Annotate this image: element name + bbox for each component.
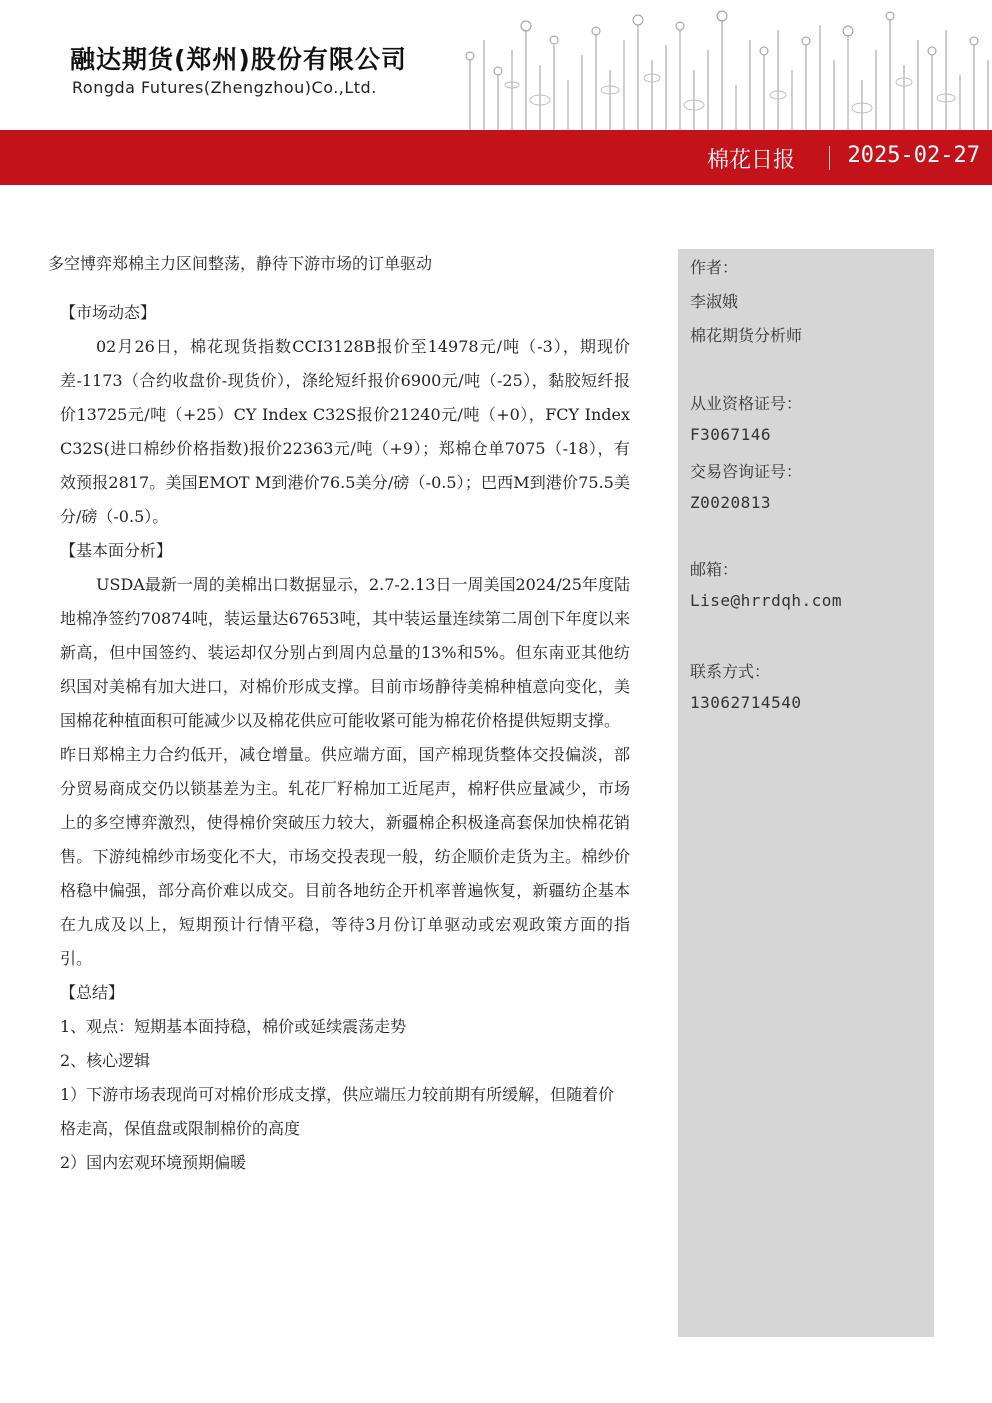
report-title: 棉花日报 [706, 148, 795, 173]
fundamental-paragraph: USDA最新一周的美棉出口数据显示，2.7-2.13日一周美国2024/25年度陆地棉净签约70874吨，装运量达67653吨，其中装运量连续第二周创下年度以来新高，但中国签约、装运却仅分别占到周内总量的13%和5%。但东南亚其他纺织国对美棉有加大进口，对棉价形成支撑。目前市场静待美棉种植意向变化，美国棉花种植面积可能减少以及棉花供应可能收紧可能为棉花价格提供短期支撑。 [60, 575, 630, 730]
author-sidebar [678, 249, 934, 1337]
cert-label: 从业资格证号： [690, 394, 803, 413]
company-name-cn: 融达期货(郑州)股份有限公司 [70, 45, 407, 74]
yesterday-paragraph: 昨日郑棉主力合约低开，减仓增量。供应端方面，国产棉现货整体交投偏淡，部分贸易商成交仍以锁基差为主。轧花厂籽棉加工近尾声，棉籽供应量减少，市场上的多空博弈激烈，使得棉价突破压力较大，新疆棉企积极逢高套保加快棉花销售。下游纯棉纱市场变化不大，市场交投表现一般，纺企顺价走货为主。棉纱价格稳中偏强，部分高价难以成交。目前各地纺企开机率普遍恢复，新疆纺企基本在九成及以上，短期预计行情平稳，等待3月份订单驱动或宏观政策方面的指引。 [60, 745, 630, 968]
author-label: 作者： [690, 258, 739, 277]
article-headline: 多空博弈郑棉主力区间整荡，静待下游市场的订单驱动 [48, 254, 433, 273]
author-title: 棉花期货分析师 [690, 326, 803, 345]
title-separator [829, 146, 830, 170]
email-label: 邮箱： [690, 560, 739, 579]
summary-logic-point-1: 1）下游市场表现尚可对棉价形成支撑，供应端压力较前期有所缓解，但随着价格走高，保值盘或限制棉价的高度 [60, 1085, 615, 1138]
phone-number: 13062714540 [690, 693, 802, 712]
section-summary-heading: 【总结】 [60, 983, 125, 1002]
summary-logic-point-2: 2）国内宏观环境预期偏暖 [60, 1153, 247, 1172]
article-headline-area [48, 250, 638, 296]
title-band [0, 130, 992, 185]
contact-label: 联系方式： [690, 662, 771, 681]
page-header [0, 0, 992, 130]
report-date: 2025-02-27 [847, 143, 980, 168]
consult-label: 交易咨询证号： [690, 462, 803, 481]
cert-number: F3067146 [690, 425, 772, 444]
article-body [60, 296, 630, 1180]
email-link[interactable]: Lise@hrrdqh.com [690, 591, 842, 610]
market-paragraph: 02月26日，棉花现货指数CCI3128B报价至14978元/吨（-3），期现价差-1173（合约收盘价-现货价），涤纶短纤报价6900元/吨（-25），黏胶短纤报价13725元/吨（+25）CY Index C32S报价21240元/吨（+0），FCY Index C32S(进口棉纱价格指数)报价22363元/吨（+9）；郑棉仓单7075（-18），有效预报2817。美国EMOT M到港价76.5美分/磅（-0.5）；巴西M到港价75.5美分/磅（-0.5）。 [60, 337, 630, 526]
summary-item-logic: 2、核心逻辑 [60, 1051, 151, 1070]
consult-number: Z0020813 [690, 493, 772, 512]
section-market-heading: 【市场动态】 [60, 303, 157, 322]
section-fundamental-heading: 【基本面分析】 [60, 541, 173, 560]
summary-item-view: 1、观点：短期基本面持稳，棉价或延续震荡走势 [60, 1017, 407, 1036]
author-name: 李淑娥 [690, 292, 739, 311]
company-name-en: Rongda Futures(Zhengzhou)Co.,Ltd. [72, 78, 377, 97]
decorative-lines-graphic [460, 0, 992, 130]
